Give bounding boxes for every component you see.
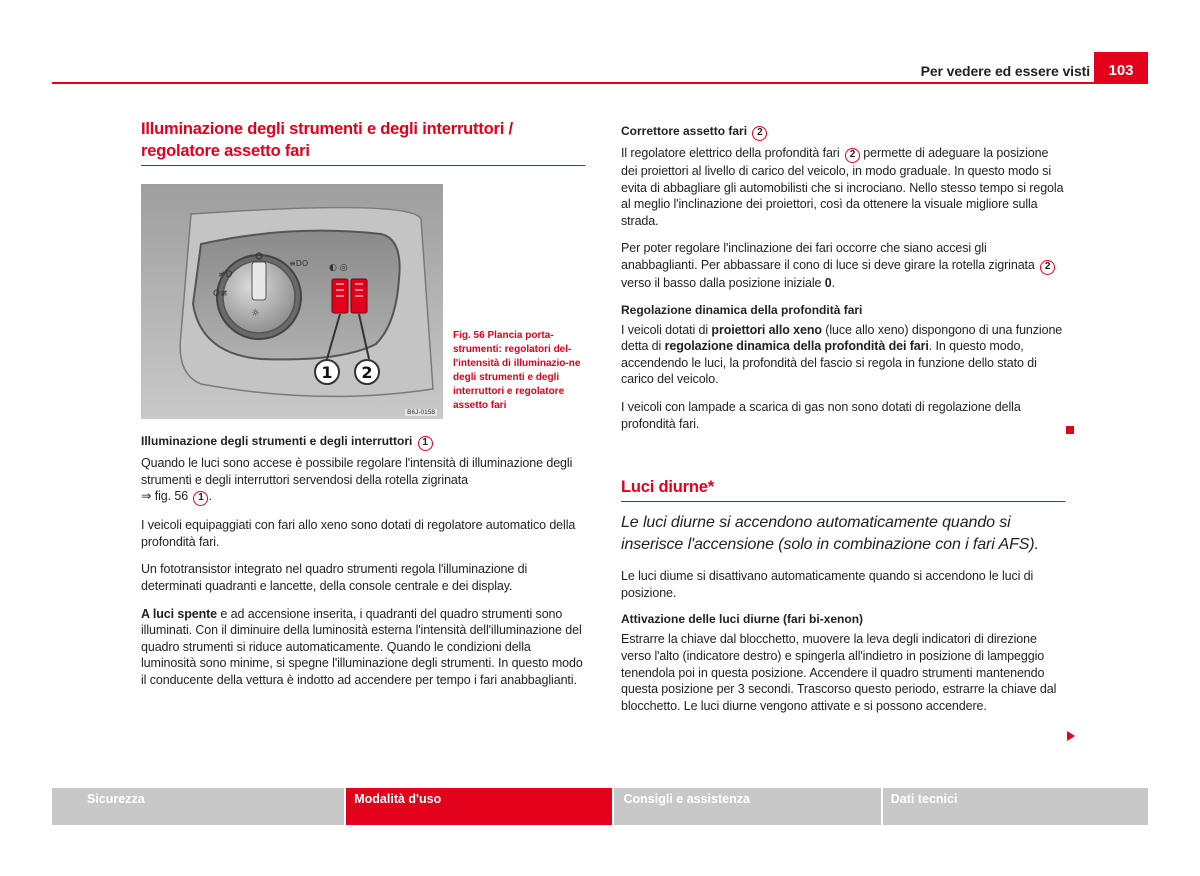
paragraph: I veicoli dotati di proiettori allo xeno (luce allo xeno) dispongono di una funzione detta di regolazione dinamica della profondità dei fari. In questo modo, accendendo le luci, la profondità del fascio si regola in funzione dello stato di carico del veicolo.	[621, 322, 1063, 387]
header-rule	[52, 82, 1094, 84]
light-switch-svg	[141, 184, 443, 419]
footer-tab-modalita-uso[interactable]: Modalità d'uso	[346, 788, 611, 825]
figure-reference-link[interactable]: ⇒ fig. 56	[141, 489, 189, 504]
footer-tab-consigli-assistenza[interactable]: Consigli e assistenza	[614, 788, 881, 825]
number-circle: 2	[845, 148, 860, 163]
svg-text:O≢: O≢	[213, 289, 228, 299]
callout-1: 1	[321, 363, 333, 382]
subheading-illuminazione: Illuminazione degli strumenti e degli interruttori 1	[141, 433, 585, 451]
paragraph: I veicoli con lampade a scarica di gas non sono dotati di regolazione della profondità fari.	[621, 399, 1021, 431]
paragraph: Il regolatore elettrico della profondità fari 2 permette di adeguare la posizione dei proiettori al livello di carico del veicolo, in modo graduale. In questo modo si evita di abbagliare gli automobilisti che si incrociano. Nello stesso tempo si regola al meglio l'inclinazione dei proiettori, così da ottenere la visuale migliore sulla strada.	[621, 146, 1064, 228]
subheading-correttore: Correttore assetto fari 2	[621, 123, 1065, 141]
page-number: 103	[1094, 52, 1148, 84]
subheading-regolazione: Regolazione dinamica della profondità fari	[621, 302, 863, 317]
footer-tab-sicurezza[interactable]: Sicurezza	[52, 788, 344, 825]
number-circle: 1	[418, 436, 433, 451]
number-circle: 2	[1040, 260, 1055, 275]
figure-56	[141, 184, 585, 419]
intro-paragraph: Le luci diurne si accendono automaticamente quando si inserisce l'accensione (solo in combinazione con i fari AFS).	[621, 514, 1039, 554]
figure-code: B6J-0158	[407, 409, 435, 416]
footer-nav	[52, 788, 1148, 825]
section-title-luci-diurne: Luci diurne*	[621, 476, 1065, 502]
number-circle: 1	[193, 491, 208, 506]
subheading-attivazione: Attivazione delle luci diurne (fari bi-xenon)	[621, 612, 864, 627]
right-column	[621, 118, 1065, 714]
running-header-title: Per vedere ed essere visti	[920, 63, 1090, 79]
dashboard-light-switch-illustration	[141, 184, 443, 419]
svg-text:≠D: ≠D	[218, 270, 233, 280]
footer-tab-dati-tecnici[interactable]: Dati tecnici	[883, 788, 1148, 825]
callout-2: 2	[361, 363, 373, 382]
continue-arrow-icon	[1067, 731, 1075, 741]
left-column	[141, 118, 585, 689]
svg-text:☼: ☼	[251, 308, 260, 319]
paragraph: Quando le luci sono accese è possibile regolare l'intensità di illuminazione degli strumenti e degli interruttori servendosi della rotella zigrinata ⇒ fig. 56 1 .	[141, 455, 585, 506]
section-title-illuminazione: Illuminazione degli strumenti e degli interruttori / regolatore assetto fari	[141, 118, 585, 166]
number-circle: 2	[752, 126, 767, 141]
paragraph: Le luci diume si disattivano automaticamente quando si accendono le luci di posizione.	[621, 569, 1034, 600]
svg-text:≡DO: ≡DO	[289, 259, 309, 268]
paragraph: Estrarre la chiave dal blocchetto, muovere la leva degli indicatori di direzione verso l'alto (indicatore destro) e spingerla all'indietro in posizione di lampeggio tenendola poi in questa posizione. Accendere il quadro strumenti mantenendo questa posizione per 3 secondi. Trascorso questo periodo, estrarre la chiave dal blocchetto. Le luci diurne vengono attivate e si possono accendere.	[621, 632, 1057, 713]
paragraph: I veicoli equipaggiati con fari allo xeno sono dotati di regolatore automatico della profondità fari.	[141, 518, 576, 549]
paragraph: Un fototransistor integrato nel quadro strumenti regola l'illuminazione di determinati quadranti e lancette, della console centrale e dei display.	[141, 562, 528, 593]
paragraph: Per poter regolare l'inclinazione dei fari occorre che siano accesi gli anabbaglianti. Per abbassare il cono di luce si deve girare la rotella zigrinata 2 verso il basso dalla posizione iniziale 0.	[621, 240, 1065, 291]
paragraph: A luci spente e ad accensione inserita, i quadranti del quadro strumenti sono illuminati. Con il diminuire della luminosità esterna l'intensità dell'illuminazione del quadro strumenti si riduce automaticamente. Quando le condizioni della luminosità sono minime, si spegne l'illuminazione degli strumenti. In questo modo il conducente della vettura è indotto ad accendere per tempo i fari anabbaglianti.	[141, 606, 583, 687]
svg-text:◐ ◎: ◐ ◎	[329, 263, 348, 273]
end-of-section-marker	[1066, 426, 1074, 434]
figure-caption: Fig. 56 Plancia porta-strumenti: regolatori del-l'intensità di illuminazio-ne degli strumenti e degli interruttori e regolatore assetto fari	[453, 330, 581, 411]
